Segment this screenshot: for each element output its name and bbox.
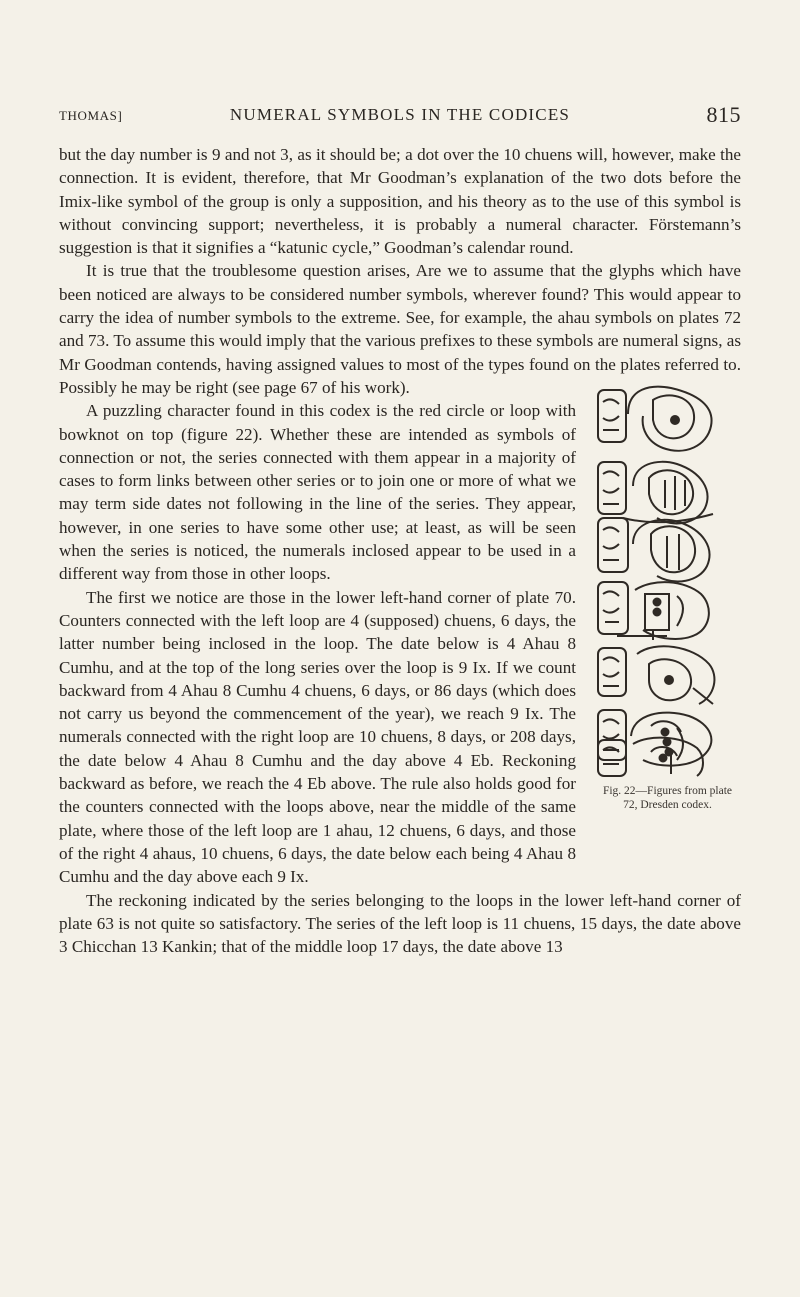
paragraph: A puzzling character found in this codex is the red circle or loop with bowknot on top (figure 22). Whether these are intended as symbols of connection or not, the series connected with them appear in a majority of cases to form links between other series or to join one or more of what we may term side dates not following in the line of the series. They appear, however, in one series to have some other use; at least, as will be seen when the series is noticed, the numerals inclosed appear to be used in a different way from those in other loops. (59, 401, 576, 584)
page-number: 815 (706, 102, 741, 127)
figure-float-spacer (576, 380, 741, 883)
running-head (59, 102, 741, 132)
running-head-title: NUMERAL SYMBOLS IN THE CODICES (229, 105, 571, 124)
paragraph: but the day number is 9 and not 3, as it should be; a dot over the 10 chuens will, however, make the connection. It is evident, therefore, that Mr Goodman’s explanation of the two dots before the Imix-like symbol of the group is only a supposition, and his theory as to the use of this symbol is without convincing support; nevertheless, it is probably a numeral character. Förstemann’s suggestion is that it signifies a “katunic cycle,” Goodman’s calendar round. (59, 145, 741, 258)
paragraph: It is true that the troublesome question arises, Are we to assume that the glyphs which have been noticed are always to be considered number symbols, wherever found? This would appear to carry the idea of number symbols to the extreme. See, for example, the ahau symbols on plates 72 and 73. To assume this would imply that the various prefixes to these symbols are numeral signs, as Mr Goodman contends, having assigned values to most of the types found on the plates referred to. Possibly he may be right (see page 67 of his work). (59, 261, 741, 397)
paragraph: The first we notice are those in the lower left-hand corner of plate 70. Counters connected with the left loop are 4 (supposed) chuens, 6 days, the latter number being inclosed in the loop. The date below is 4 Ahau 8 Cumhu, and at the top of the long series over the loop is 9 Ix. If we count backward from 4 Ahau 8 Cumhu 4 chuens, 6 days, or 86 days (which does not carry us beyond the commencement of the year), we reach 9 Ix. The numerals connected with the right loop are 10 chuens, 8 days, or 208 days, the date below 4 Ahau 8 Cumhu and the day above 4 Eb. Reckoning backward as before, we reach the 4 Eb above. The rule also holds good for the counters connected with the loops above, near the middle of the same plate, where those of the left loop are 1 ahau, 12 chuens, 6 days, and those of the right 4 ahaus, 10 chuens, 6 days, the date below each being 4 Ahau 8 Cumhu and the day above each 9 Ix. (59, 587, 576, 887)
figure-caption: Fig. 22—Figures from plate 72, Dresden codex. (602, 785, 733, 811)
body-text (59, 143, 741, 958)
running-head-author: THOMAS] (59, 108, 123, 123)
paragraph: The reckoning indicated by the series belonging to the loops in the lower left-hand corner of plate 63 is not quite so satisfactory. The series of the left loop is 11 chuens, 15 days, the date above 3 Chicchan 13 Kankin; that of the middle loop 17 days, the date above 13 (59, 890, 741, 957)
